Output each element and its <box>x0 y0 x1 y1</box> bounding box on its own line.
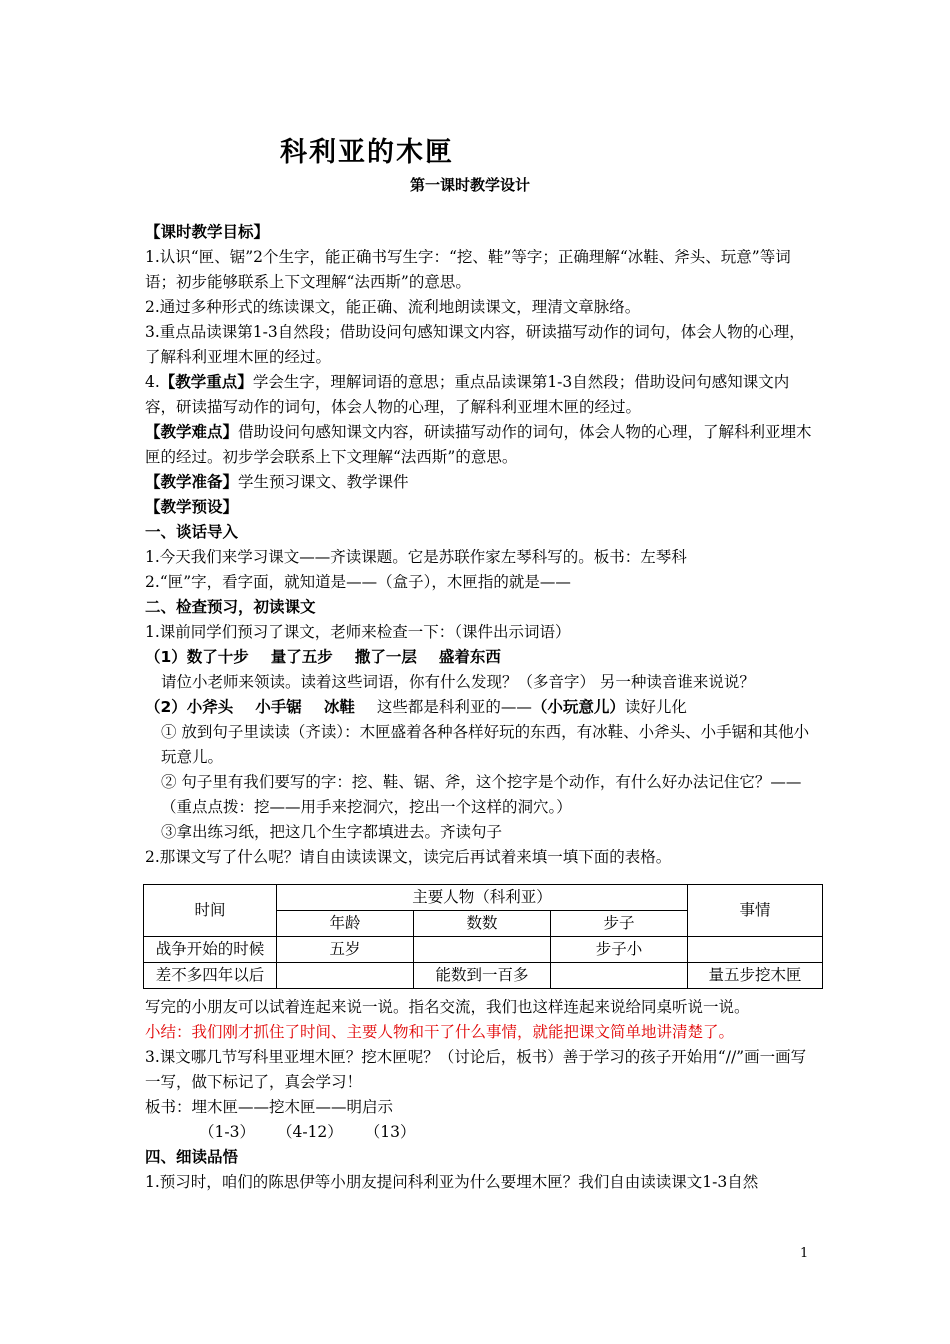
document-subtitle: 第一课时教学设计 <box>410 176 531 194</box>
header-event: 事情 <box>688 885 823 937</box>
section2-line-1: 1.课前同学们预习了课文，老师来检查一下：（课件出示词语） <box>145 623 571 641</box>
objectives-heading: 【课时教学目标】 <box>145 223 270 241</box>
difficulty-label: 【教学难点】 <box>145 423 239 441</box>
table-header-row <box>144 885 823 911</box>
cell-time: 战争开始的时候 <box>144 937 277 963</box>
prep-text: 学生预习课文、教学课件 <box>238 473 409 491</box>
board-num-3: （13） <box>364 1123 416 1141</box>
word-5: （2）小斧头 <box>145 698 234 716</box>
board-section-numbers <box>145 1120 813 1145</box>
prep-paragraph <box>145 470 813 495</box>
step-1: ① 放到句子里读读（齐读）：木匣盛着各种各样好玩的东西，有冰鞋、小斧头、小手锯和其他小玩意儿。 <box>161 723 810 766</box>
page-number: 1 <box>800 1246 809 1261</box>
objective-item-1: 1.认识“匣、锯”2个生字，能正确书写生字：“挖、鞋”等字；正确理解“冰鞋、斧头、玩意”等词语；初步能够联系上下文理解“法西斯”的意思。 <box>145 248 791 291</box>
section1-line-2: 2.“匣”字，看字面，就知道是——（盒子），木匣指的就是—— <box>145 573 571 591</box>
difficulty-text: 借助设问句感知课文内容，研读描写动作的词句，体会人物的心理，了解科利亚埋木匣的经过。初步学会联系上下文理解“法西斯”的意思。 <box>145 423 812 466</box>
cell-event <box>688 937 823 963</box>
objective-item-3: 3.重点品读课第1-3自然段；借助设问句感知课文内容，研读描写动作的词句，体会人物的心理，了解科利亚埋木匣的经过。 <box>145 323 805 366</box>
word-1: （1）数了十步 <box>145 648 249 666</box>
word-group-2-answer: （小玩意儿） <box>531 698 625 716</box>
cell-event: 量五步挖木匣 <box>688 963 823 989</box>
word-group-2-note: 读好儿化 <box>624 698 687 716</box>
step-3: ③拿出练习纸，把这几个生字都填进去。齐读句子 <box>161 823 503 841</box>
section4-heading: 四、细读品悟 <box>145 1148 239 1166</box>
cell-age: 五岁 <box>277 937 414 963</box>
cell-step <box>551 963 688 989</box>
section4-line-1: 1.预习时，咱们的陈思伊等小朋友提问科利亚为什么要埋木匣？我们自由读读课文1-3自然 <box>145 1173 759 1191</box>
objective-item-4-prefix: 4. <box>145 373 160 391</box>
document-body <box>145 220 813 1195</box>
cell-time: 差不多四年以后 <box>144 963 277 989</box>
table-row <box>144 963 823 989</box>
objective-item-2: 2.通过多种形式的练读课文，能正确、流利地朗读课文，理清文章脉络。 <box>145 298 641 316</box>
summary-note: 小结：我们刚才抓住了时间、主要人物和干了什么事情，就能把课文简单地讲清楚了。 <box>145 1023 735 1041</box>
header-age: 年龄 <box>277 911 414 937</box>
step-2: ② 句子里有我们要写的字：挖、鞋、锯、斧，这个挖字是个动作，有什么好办法记住它？——（重点点拨：挖——用手来挖洞穴，挖出一个这样的洞穴。） <box>161 773 802 816</box>
section2-line-2: 请位小老师来领读。读着这些词语，你有什么发现？（多音字） 另一种读音谁来说说？ <box>161 673 755 691</box>
header-time: 时间 <box>144 885 277 937</box>
table-row <box>144 937 823 963</box>
cell-step: 步子小 <box>551 937 688 963</box>
cell-age <box>277 963 414 989</box>
word-group-1 <box>145 645 813 670</box>
board-num-2: （4-12） <box>276 1123 343 1141</box>
cell-count: 能数到一百多 <box>414 963 551 989</box>
board-writing: 板书：埋木匣——挖木匣——明启示 <box>145 1098 394 1116</box>
cell-count <box>414 937 551 963</box>
word-4: 盛着东西 <box>438 648 501 666</box>
section2-line-3: 2.那课文写了什么呢？请自由读读课文，读完后再试着来填一填下面的表格。 <box>145 848 672 866</box>
prep-label: 【教学准备】 <box>145 473 239 491</box>
key-points-label: 【教学重点】 <box>159 373 253 391</box>
header-step: 步子 <box>551 911 688 937</box>
word-2: 量了五步 <box>270 648 333 666</box>
key-points-text: 学会生字，理解词语的意思；重点品读课第1-3自然段；借助设问句感知课文内容，研读描写动作的词句，体会人物的心理，了解科利亚埋木匣的经过。 <box>145 373 790 416</box>
word-group-2 <box>145 695 813 720</box>
after-table-line-2: 3.课文哪几节写科里亚埋木匣？挖木匣呢？（讨论后，板书）善于学习的孩子开始用“//”画一画写一写，做下标记了，真会学习！ <box>145 1048 807 1091</box>
word-6: 小手锯 <box>255 698 302 716</box>
word-3: 撒了一层 <box>354 648 417 666</box>
objective-item-4 <box>145 370 813 420</box>
header-count: 数数 <box>414 911 551 937</box>
section1-heading: 一、谈话导入 <box>145 523 239 541</box>
board-num-1: （1-3） <box>199 1123 255 1141</box>
header-main-character: 主要人物（科利亚） <box>277 885 688 911</box>
summary-table <box>143 884 823 989</box>
section1-line-1: 1.今天我们来学习课文——齐读课题。它是苏联作家左琴科写的。板书：左琴科 <box>145 548 687 566</box>
document-title: 科利亚的木匣 <box>280 137 454 168</box>
word-7: 冰鞋 <box>323 698 355 716</box>
after-table-line-1: 写完的小朋友可以试着连起来说一说。指名交流，我们也这样连起来说给同桌听说一说。 <box>145 998 750 1016</box>
preset-heading: 【教学预设】 <box>145 498 239 516</box>
section2-heading: 二、检查预习，初读课文 <box>145 598 316 616</box>
word-group-2-tail: 这些都是科利亚的—— <box>376 698 532 716</box>
difficulty-paragraph <box>145 420 813 470</box>
